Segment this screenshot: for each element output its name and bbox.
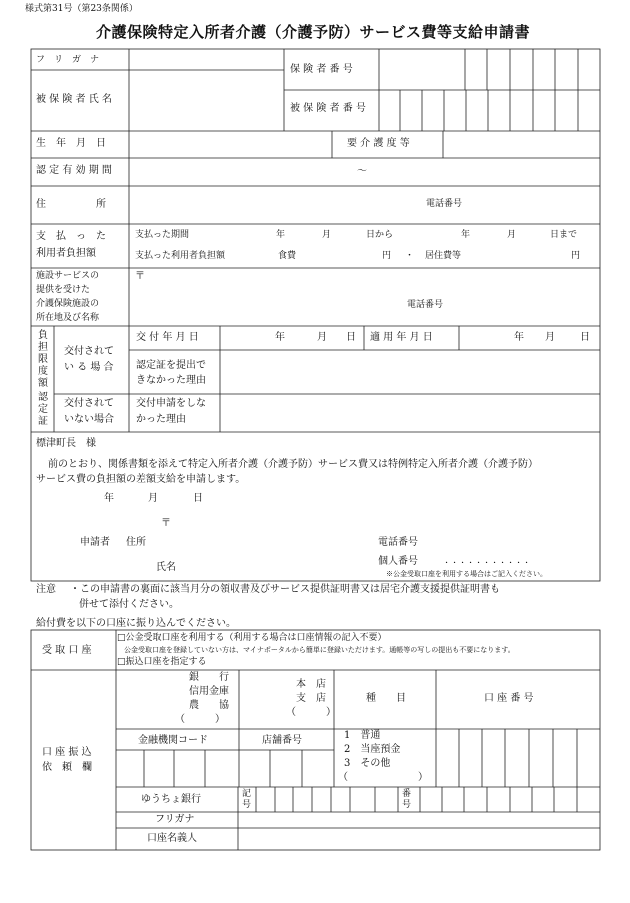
year-label: 年 (276, 230, 286, 240)
facility-input[interactable] (130, 269, 410, 325)
cert-vertical-char: 度 (38, 366, 48, 377)
date-day: 日 (193, 493, 203, 504)
facility-label-3: 介護保険施設の (36, 299, 100, 309)
kigo-label-1: 記 (242, 789, 252, 799)
year-label: 年 (514, 332, 524, 343)
option-public-account[interactable]: □公金受取口座を利用する（利用する場合は口座情報の記入不要） (117, 633, 387, 643)
furigana-label: フ リ ガ ナ (36, 55, 100, 65)
bango-label-2: 号 (402, 800, 412, 810)
phone-label: 電話番号 (426, 199, 463, 209)
kigo-label-2: 号 (242, 800, 252, 810)
paid-copay-label: 支払った利用者負担額 (135, 251, 226, 261)
cert-vertical-char: 定 (38, 404, 48, 415)
date-month: 月 (148, 493, 158, 504)
insured-number-label: 被 保 険 者 番 号 (290, 103, 366, 114)
housing-cost-label: 居住費等 (425, 251, 462, 261)
bank-type-credit-union: 信用金庫 (189, 686, 229, 697)
facility-label-1: 施設サービスの (36, 271, 100, 281)
branch-branch: 支 店 (296, 693, 326, 704)
insurer-number-label: 保 険 者 番 号 (290, 64, 353, 75)
branch-code-input[interactable] (240, 751, 333, 786)
notes-line-2: 併せて添付ください。 (79, 599, 179, 610)
form-number: 様式第31号（第23条関係） (25, 4, 138, 14)
apply-date-label: 適 用 年 月 日 (370, 332, 433, 343)
cert-period-label: 認 定 有 効 期 間 (36, 165, 112, 176)
birthdate-label: 生 年 月 日 (36, 138, 106, 149)
day-label: 日 (580, 332, 590, 343)
applicant-name-label: 氏名 (156, 562, 176, 573)
reason-label-1: 認定証を提出で (136, 360, 206, 371)
year-label: 年 (275, 332, 285, 343)
account-holder-input[interactable] (239, 829, 599, 849)
insured-name-input[interactable] (130, 71, 283, 130)
account-number-input[interactable] (437, 730, 599, 786)
care-level-label: 要 介 護 度 等 (347, 138, 410, 149)
bango-label-1: 番 (402, 789, 412, 799)
bank-type-agri-coop: 農 協 (189, 700, 229, 711)
page-title: 介護保険特定入所者介護（介護予防）サービス費等支給申請書 (96, 23, 531, 41)
applicant-address-label: 住所 (126, 537, 146, 548)
personal-number-label: 個人番号 (378, 556, 418, 567)
care-level-input[interactable] (444, 132, 599, 157)
cert-period-tilde: ～ (357, 166, 367, 177)
no-apply-input[interactable] (221, 395, 599, 431)
yen-label: 円 (382, 251, 392, 261)
separator-dot: ・ (405, 251, 415, 261)
option-transfer-account[interactable]: □振込口座を指定する (117, 657, 207, 667)
facility-phone-label: 電話番号 (407, 300, 444, 310)
applicant-address-input[interactable] (155, 530, 365, 546)
no-apply-label-1: 交付申請をしな (136, 398, 206, 409)
month-label: 月 (322, 230, 332, 240)
postal-mark: 〒 (135, 271, 145, 282)
public-account-note: 公金受取口座を登録していない方は、マイナポータルから簡単に登録いただけます。通帳等の写しの提出も不要になります。 (124, 646, 515, 654)
applicant-label: 申請者 (80, 537, 110, 548)
cert-vertical-char: 証 (38, 416, 48, 427)
issued-label-2: い る 場 合 (64, 362, 114, 373)
cert-vertical-char: 限 (38, 354, 48, 365)
yen-label: 円 (571, 251, 581, 261)
account-kind-header: 種 目 (366, 693, 406, 704)
food-cost-label: 食費 (278, 251, 297, 261)
account-holder-label: 口座名義人 (147, 833, 197, 844)
declaration-text-2: サービス費の負担額の差額支給を申請します。 (36, 474, 246, 485)
declaration-text-1: 前のとおり、関係書類を添えて特定入所者介護（介護予防）サービス費又は特例特定入所者介護（介護予防） (48, 459, 538, 470)
day-label: 日 (346, 332, 356, 343)
account-kind-savings[interactable]: 1 普通 (344, 730, 381, 741)
bank-name-input[interactable] (117, 671, 183, 728)
insured-name-label: 被 保 険 者 氏 名 (36, 94, 112, 105)
mynumber-note: ※公金受取口座を利用する場合はご記入ください。 (386, 570, 547, 578)
insurer-number-input[interactable] (380, 50, 599, 89)
birthdate-input[interactable] (130, 132, 331, 157)
institution-code-input[interactable] (117, 751, 233, 786)
facility-label-4: 所在地及び名称 (36, 313, 100, 323)
day-until-label: 日まで (550, 230, 578, 240)
facility-label-2: 提供を受けた (36, 285, 91, 295)
cert-vertical-char: 認 (38, 392, 48, 403)
account-kind-checking[interactable]: 2 当座預金 (344, 744, 401, 755)
furigana-input[interactable] (130, 50, 283, 69)
transfer-request-label-2: 依 頼 欄 (42, 762, 92, 773)
insured-number-input[interactable] (380, 91, 599, 130)
day-from-label: 日から (366, 230, 394, 240)
not-issued-label-2: いない場合 (64, 414, 114, 425)
not-issued-label-1: 交付されて (64, 398, 114, 409)
date-year: 年 (104, 493, 114, 504)
cert-vertical-char: 担 (38, 342, 48, 353)
issued-label-1: 交付されて (64, 346, 114, 357)
cert-vertical-char: 額 (38, 378, 48, 389)
bank-intro: 給付費を以下の口座に振り込んでください。 (36, 618, 236, 629)
month-label: 月 (507, 230, 517, 240)
account-kind-other[interactable]: 3 その他 (344, 758, 391, 769)
reason-label-2: きなかった理由 (136, 375, 206, 386)
account-number-header: 口 座 番 号 (484, 693, 534, 704)
yucho-label: ゆうちょ銀行 (141, 794, 201, 805)
applicant-name-input[interactable] (180, 555, 370, 571)
notes-line-1: ・この申請書の裏面に該当月分の領収書及びサービス提供証明書又は居宅介護支援提供証明書も (70, 584, 500, 595)
month-label: 月 (317, 332, 327, 343)
addressee: 標津町長 様 (36, 438, 96, 449)
month-label: 月 (545, 332, 555, 343)
paid-period-label: 支払った期間 (135, 230, 190, 240)
address-label: 住 所 (36, 199, 106, 210)
bank-type-bank: 銀 行 (189, 672, 229, 683)
notes-label: 注意 (36, 584, 56, 595)
holder-furigana-input[interactable] (239, 813, 599, 827)
year-label: 年 (461, 230, 471, 240)
reason-input[interactable] (221, 351, 599, 393)
issue-date-label: 交 付 年 月 日 (136, 332, 199, 343)
institution-code-label: 金融機関コード (138, 735, 208, 746)
copay-label-1: 支 払 っ た (36, 231, 106, 242)
branch-name-input[interactable] (240, 671, 290, 728)
cert-vertical-char: 負 (38, 330, 48, 341)
account-kind-other-paren: （ ） (338, 772, 428, 783)
applicant-postal-mark: 〒 (161, 518, 171, 529)
personal-number-input[interactable]: ．．．．．．．．．．． (445, 555, 538, 566)
branch-head-office: 本 店 (296, 679, 326, 690)
applicant-phone-label: 電話番号 (378, 537, 418, 548)
receive-account-label: 受 取 口 座 (42, 645, 92, 656)
branch-code-label: 店舗番号 (262, 735, 302, 746)
no-apply-label-2: かった理由 (136, 414, 186, 425)
branch-other: （ ） (286, 707, 336, 718)
copay-label-2: 利用者負担額 (36, 248, 96, 259)
holder-furigana-label: フリガナ (155, 814, 195, 825)
bank-type-other: （ ） (175, 714, 225, 725)
transfer-request-label-1: 口 座 振 込 (42, 747, 92, 758)
address-input[interactable] (130, 187, 410, 223)
